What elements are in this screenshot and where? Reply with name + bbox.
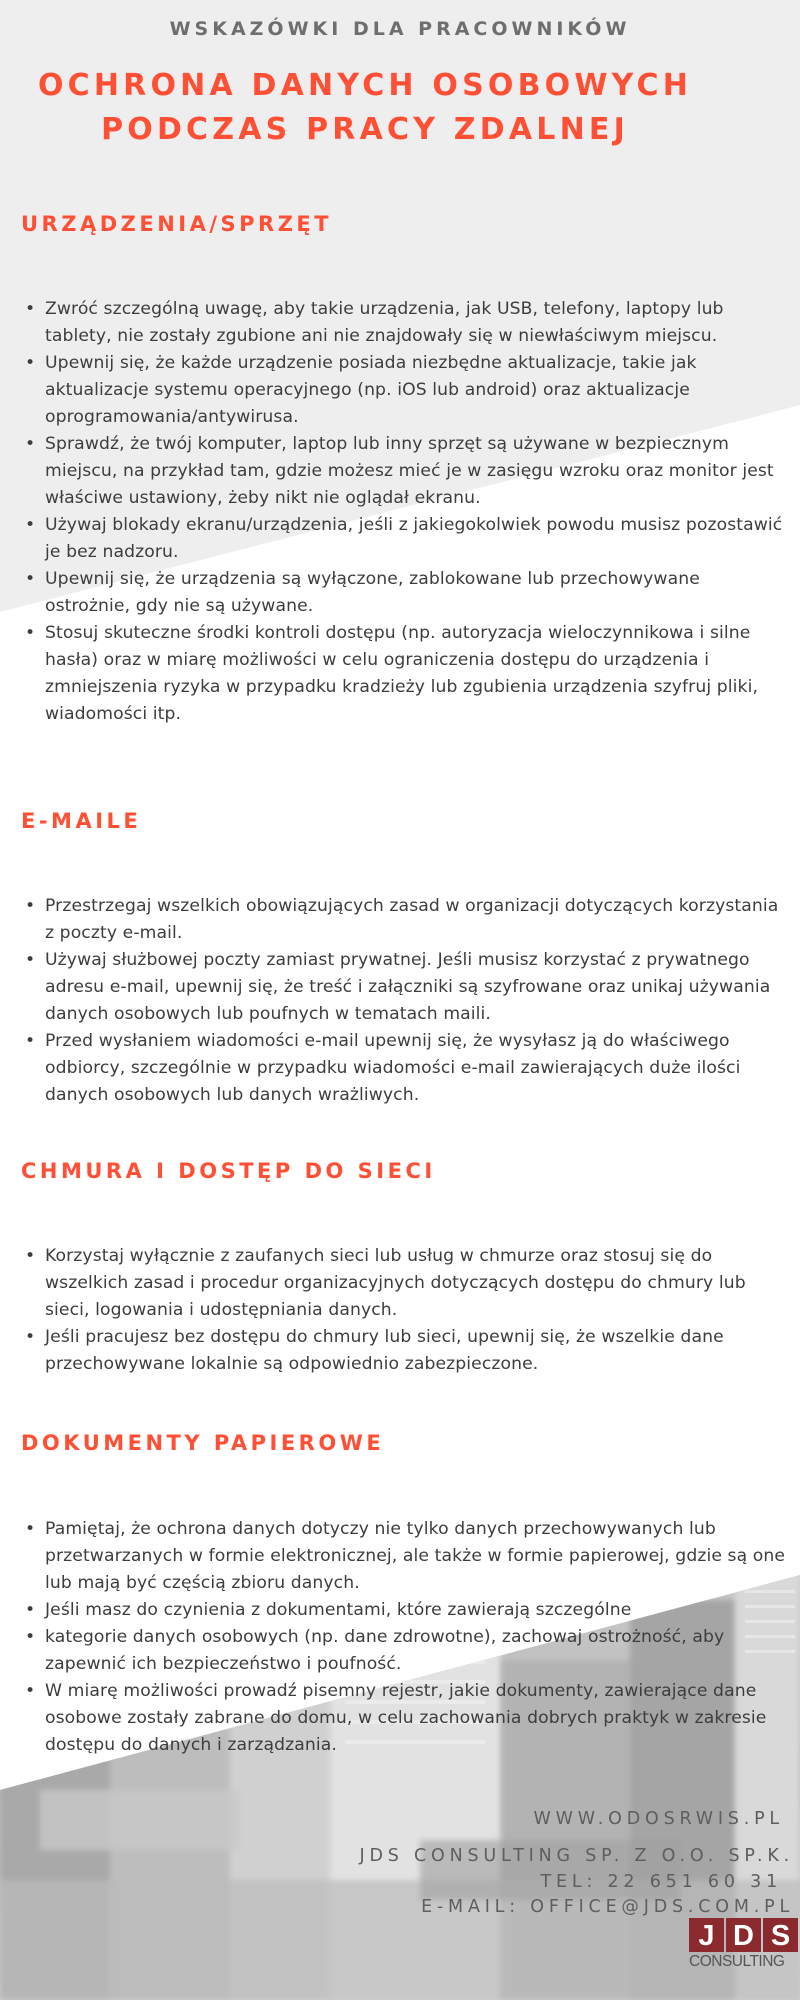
list-item: • Pamiętaj, że ochrona danych dotyczy nie tylko danych przechowywanych lub przetwarzanych w formie elektronicznej, ale także w formie papierowej, gdzie są one lub mają być częścią zbioru danych.	[0, 1516, 790, 1597]
section-heading-cloud: CHMURA I DOSTĘP DO SIECI	[21, 1159, 436, 1183]
footer-website-link[interactable]: WWW.ODOSRWIS.PL	[533, 1809, 784, 1829]
logo-letter-j: J	[689, 1918, 724, 1952]
footer-company: JDS CONSULTING SP. Z O.O. SP.K.	[359, 1846, 794, 1866]
bullet-icon: •	[25, 1627, 36, 1647]
logo-subtitle: CONSULTING	[689, 1953, 785, 1970]
bullet-icon: •	[25, 1600, 36, 1620]
section-heading-devices: URZĄDZENIA/SPRZĘT	[21, 212, 333, 236]
list-item: • W miarę możliwości prowadź pisemny rejestr, jakie dokumenty, zawierające dane osobowe zostały zabrane do domu, w celu zachowania dobrych praktyk w zakresie dostępu do danych i zarządzania.	[0, 1678, 790, 1759]
list-item: • Jeśli pracujesz bez dostępu do chmury lub sieci, upewnij się, że wszelkie dane przechowywane lokalnie są odpowiednio zabezpieczone.	[0, 1324, 790, 1378]
bullet-icon: •	[25, 515, 36, 535]
page-title-line-1: OCHRONA DANYCH OSOBOWYCH	[37, 68, 693, 103]
list-item: • Korzystaj wyłącznie z zaufanych sieci lub usług w chmurze oraz stosuj się do wszelkich zasad i procedur organizacyjnych dotyczących dostępu do chmury lub sieci, logowania i udostępniania danych.	[0, 1243, 790, 1324]
emails-list	[0, 893, 790, 1109]
bullet-icon: •	[25, 1519, 36, 1539]
jds-consulting-logo	[689, 1918, 800, 2000]
footer-phone: TEL: 22 651 60 31	[540, 1872, 782, 1892]
page-kicker: WSKAZÓWKI DLA PRACOWNIKÓW	[169, 18, 631, 40]
bullet-icon: •	[25, 353, 36, 373]
list-item: • kategorie danych osobowych (np. dane zdrowotne), zachowaj ostrożność, aby zapewnić ich bezpieczeństwo i poufność.	[0, 1624, 790, 1678]
bullet-icon: •	[25, 1031, 36, 1051]
bullet-icon: •	[25, 1327, 36, 1347]
list-item: • Używaj blokady ekranu/urządzenia, jeśli z jakiegokolwiek powodu musisz pozostawić je bez nadzoru.	[0, 512, 790, 566]
logo-letter-s: S	[763, 1918, 798, 1952]
list-item: • Upewnij się, że każde urządzenie posiada niezbędne aktualizacje, takie jak aktualizacje systemu operacyjnego (np. iOS lub android) oraz aktualizacje oprogramowania/antywirusa.	[0, 350, 790, 431]
logo-letter-d: D	[726, 1918, 761, 1952]
bullet-icon: •	[25, 1246, 36, 1266]
page-title-line-2: PODCZAS PRACY ZDALNEJ	[101, 112, 629, 147]
bullet-icon: •	[25, 1681, 36, 1701]
list-item: • Przed wysłaniem wiadomości e-mail upewnij się, że wysyłasz ją do właściwego odbiorcy, szczególnie w przypadku wiadomości e-mail zawierających duże ilości danych osobowych lub danych wrażliwych.	[0, 1028, 790, 1109]
bullet-icon: •	[25, 623, 36, 643]
bullet-icon: •	[25, 950, 36, 970]
bullet-icon: •	[25, 434, 36, 454]
section-heading-emails: E-MAILE	[21, 809, 142, 833]
list-item: • Zwróć szczególną uwagę, aby takie urządzenia, jak USB, telefony, laptopy lub tablety, nie zostały zgubione ani nie znajdowały się w niewłaściwym miejscu.	[0, 296, 790, 350]
section-heading-paper-documents: DOKUMENTY PAPIEROWE	[21, 1431, 385, 1455]
footer-email[interactable]: E-MAIL: OFFICE@JDS.COM.PL	[421, 1897, 794, 1917]
bullet-icon: •	[25, 569, 36, 589]
bullet-icon: •	[25, 299, 36, 319]
list-item: • Przestrzegaj wszelkich obowiązujących zasad w organizacji dotyczących korzystania z poczty e-mail.	[0, 893, 790, 947]
list-item: • Upewnij się, że urządzenia są wyłączone, zablokowane lub przechowywane ostrożnie, gdy nie są używane.	[0, 566, 790, 620]
list-item: • Używaj służbowej poczty zamiast prywatnej. Jeśli musisz korzystać z prywatnego adresu e-mail, upewnij się, że treść i załączniki są szyfrowane oraz unikaj używania danych osobowych lub poufnych w tematach maili.	[0, 947, 790, 1028]
list-item: • Jeśli masz do czynienia z dokumentami, które zawierają szczególne	[0, 1597, 790, 1624]
bullet-icon: •	[25, 896, 36, 916]
paper-documents-list	[0, 1516, 790, 1759]
list-item: • Stosuj skuteczne środki kontroli dostępu (np. autoryzacja wieloczynnikowa i silne hasła) oraz w miarę możliwości w celu ograniczenia dostępu do urządzenia i zmniejszenia ryzyka w przypadku kradzieży lub zgubienia urządzenia szyfruj pliki, wiadomości itp.	[0, 620, 790, 728]
list-item: • Sprawdź, że twój komputer, laptop lub inny sprzęt są używane w bezpiecznym miejscu, na przykład tam, gdzie możesz mieć je w zasięgu wzroku oraz monitor jest właściwe ustawiony, żeby nikt nie oglądał ekranu.	[0, 431, 790, 512]
devices-list	[0, 296, 790, 728]
cloud-list	[0, 1243, 790, 1378]
